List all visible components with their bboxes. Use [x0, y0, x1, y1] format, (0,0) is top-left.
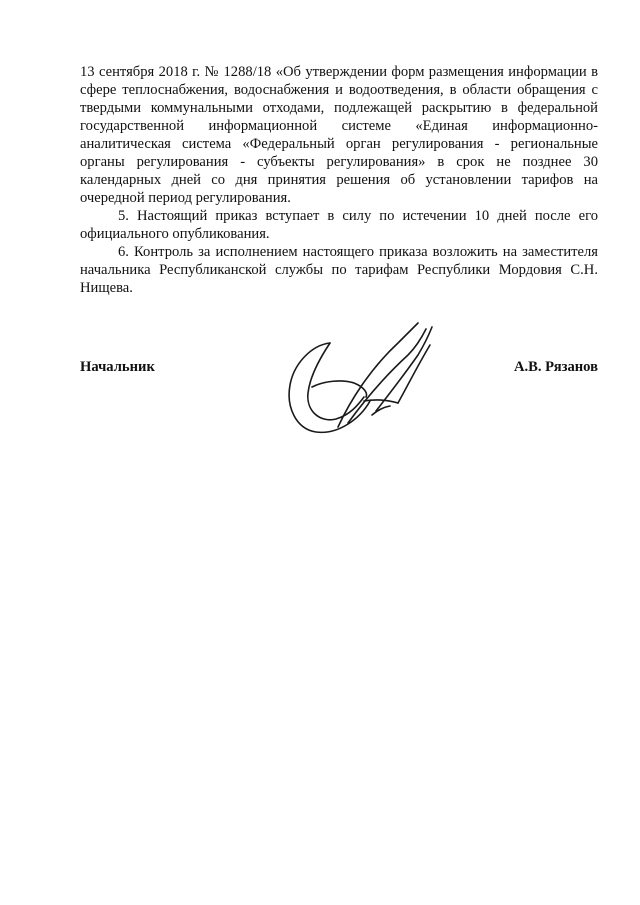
- paragraph-continuation: 13 сентября 2018 г. № 1288/18 «Об утверждении форм размещения информации в сфере теплоснабжения, водоснабжения и водоотведения, в области обращения с твердыми коммунальными отходами, подлежащей раскрытию в федеральной государственной информационной системе «Единая информационно-аналитическая система «Федеральный орган регулирования - региональные органы регулирования - субъекты регулирования» в срок не позднее 30 календарных дней со дня принятия решения об установлении тарифов на очередной период регулирования.: [80, 64, 598, 206]
- paragraph-item-6: 6. Контроль за исполнением настоящего приказа возложить на заместителя начальника Республиканской службы по тарифам Республики Мордовия С.Н. Нищева.: [80, 244, 598, 296]
- signatory-title: Начальник: [80, 359, 155, 375]
- paragraph-item-5: 5. Настоящий приказ вступает в силу по истечении 10 дней после его официального опубликования.: [80, 208, 598, 242]
- signatory-name: А.В. Рязанов: [513, 359, 598, 375]
- handwritten-signature: [272, 315, 447, 445]
- document-body: [80, 63, 598, 297]
